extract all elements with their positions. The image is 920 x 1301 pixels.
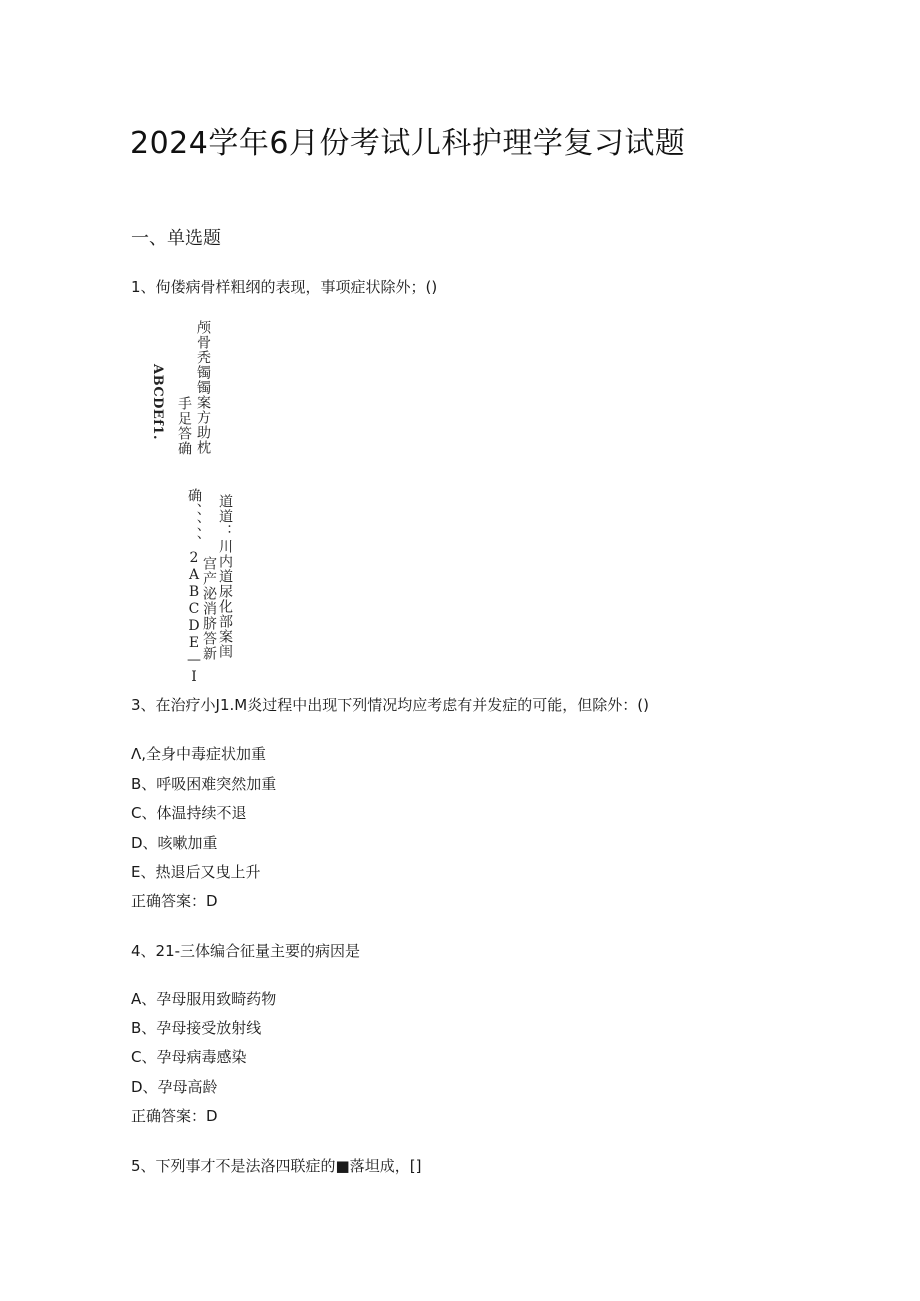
question-3-prompt: 3、在治疗小J1.M炎过程中出现下列情况均应考虑有并发症的可能，但除外：() [131,696,649,714]
question-2-garbled-col-c: 道道：川内道尿化部案闺 [217,494,233,659]
section-heading: 一、单选题 [131,228,221,249]
question-2-garbled-col-b: 宫产泌消脐答新 [201,556,217,661]
question-1-prompt: 1、佝偻病骨样粗纲的表现，事项症状除外；() [131,278,438,296]
question-1-garbled-col-b: 颅骨秃镯镯案方助枕 [195,320,211,455]
document-title: 2024学年6月份考试儿科护理学复习试题 [130,126,686,161]
question-3-option-b: B、呼吸困难突然加重 [131,775,277,793]
question-3-option-e: E、热退后又曳上升 [131,863,261,881]
question-4-option-a: A、孕母服用致畸药物 [131,990,277,1008]
question-4-option-c: C、孕母病毒感染 [131,1048,247,1066]
question-1-garbled-col-a: 手足答确 [176,396,192,456]
question-3-option-d: D、咳嗽加重 [131,834,218,852]
question-3-answer: 正确答案：D [131,892,218,910]
question-3-option-c: C、体温持续不退 [131,804,247,822]
question-4-option-b: B、孕母接受放射线 [131,1019,262,1037]
question-4-answer: 正确答案：D [131,1107,218,1125]
question-1-garbled-side: ABCDEf1. [150,364,165,441]
question-2-garbled-col-a: 确、、、、、2ABCDE—I [186,488,202,686]
question-5-prompt: 5、下列事才不是法洛四联症的■落坦成，[] [131,1157,422,1175]
question-4-option-d: D、孕母高龄 [131,1078,218,1096]
question-3-option-a: Λ,全身中毒症状加重 [131,745,267,763]
question-4-prompt: 4、21-三体编合征量主要的病因是 [131,942,361,960]
